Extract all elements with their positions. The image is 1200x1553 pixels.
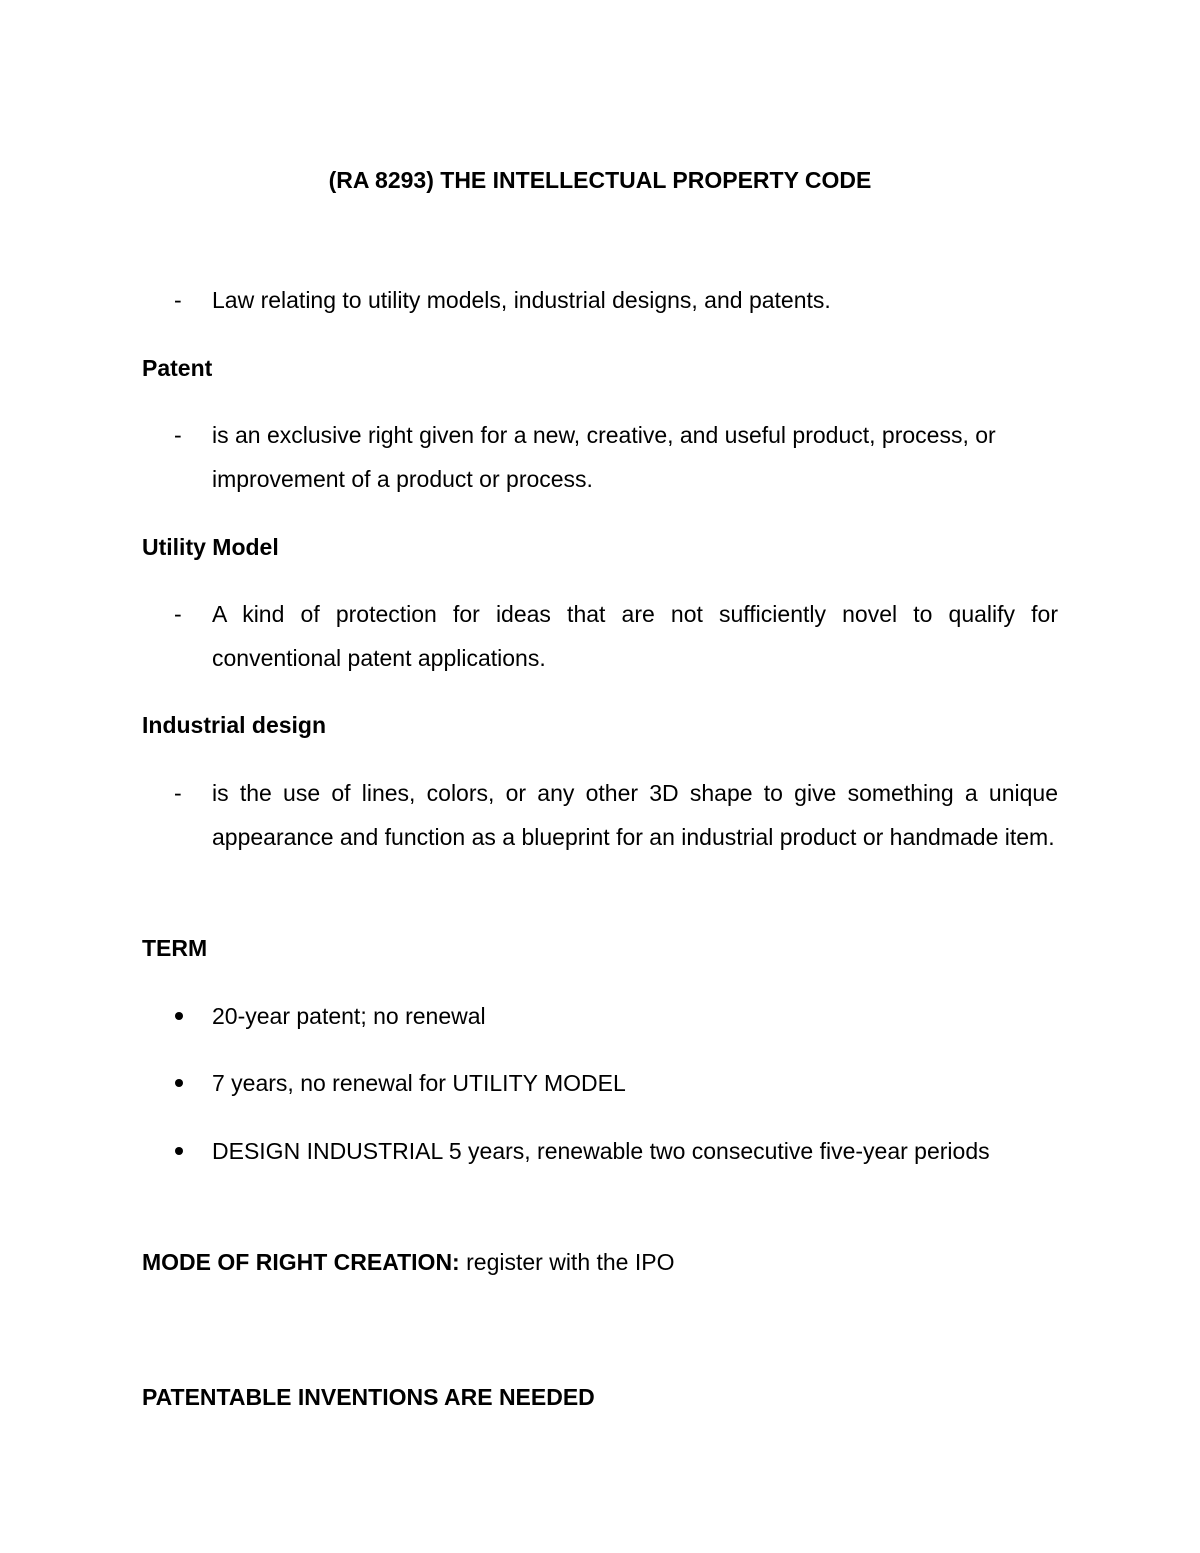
dash-marker: - [174,601,182,627]
intro-item [142,278,1058,322]
patentable-inventions-heading: PATENTABLE INVENTIONS ARE NEEDED [142,1384,595,1410]
mode-value: register with the IPO [459,1249,675,1275]
document-title: (RA 8293) THE INTELLECTUAL PROPERTY CODE [328,167,872,193]
industrial-design-heading: Industrial design [142,712,327,738]
dash-marker: - [174,422,182,448]
term-heading: TERM [142,935,208,961]
utility-model-definition: A kind of protection for ideas that are not sufficiently novel to qualify for conventional patent applications. [212,601,1058,671]
term-item [142,994,1058,1038]
intro-text: Law relating to utility models, industrial designs, and patents. [212,287,831,313]
mode-of-right-creation [142,1240,1058,1284]
term-item-text: 20-year patent; no renewal [212,1003,486,1029]
patent-item [142,413,1058,501]
term-item [142,1129,1058,1217]
bullet-icon [175,1147,183,1155]
patent-heading: Patent [142,355,213,381]
patent-definition: is an exclusive right given for a new, creative, and useful product, process, or improvement of a product or process. [212,422,996,492]
term-item-text: DESIGN INDUSTRIAL 5 years, renewable two consecutive five-year periods [212,1138,990,1164]
industrial-design-definition: is the use of lines, colors, or any other 3D shape to give something a unique appearance and function as a blueprint for an industrial product or handmade item. [212,780,1058,850]
dash-marker: - [174,287,182,313]
utility-model-item [142,592,1058,680]
bullet-icon [175,1079,183,1087]
term-item-text: 7 years, no renewal for UTILITY MODEL [212,1070,626,1096]
mode-label: MODE OF RIGHT CREATION: [142,1249,460,1275]
dash-marker: - [174,780,182,806]
utility-model-heading: Utility Model [142,534,279,560]
bullet-icon [175,1012,183,1020]
term-item [142,1061,1058,1105]
industrial-design-item [142,771,1058,903]
